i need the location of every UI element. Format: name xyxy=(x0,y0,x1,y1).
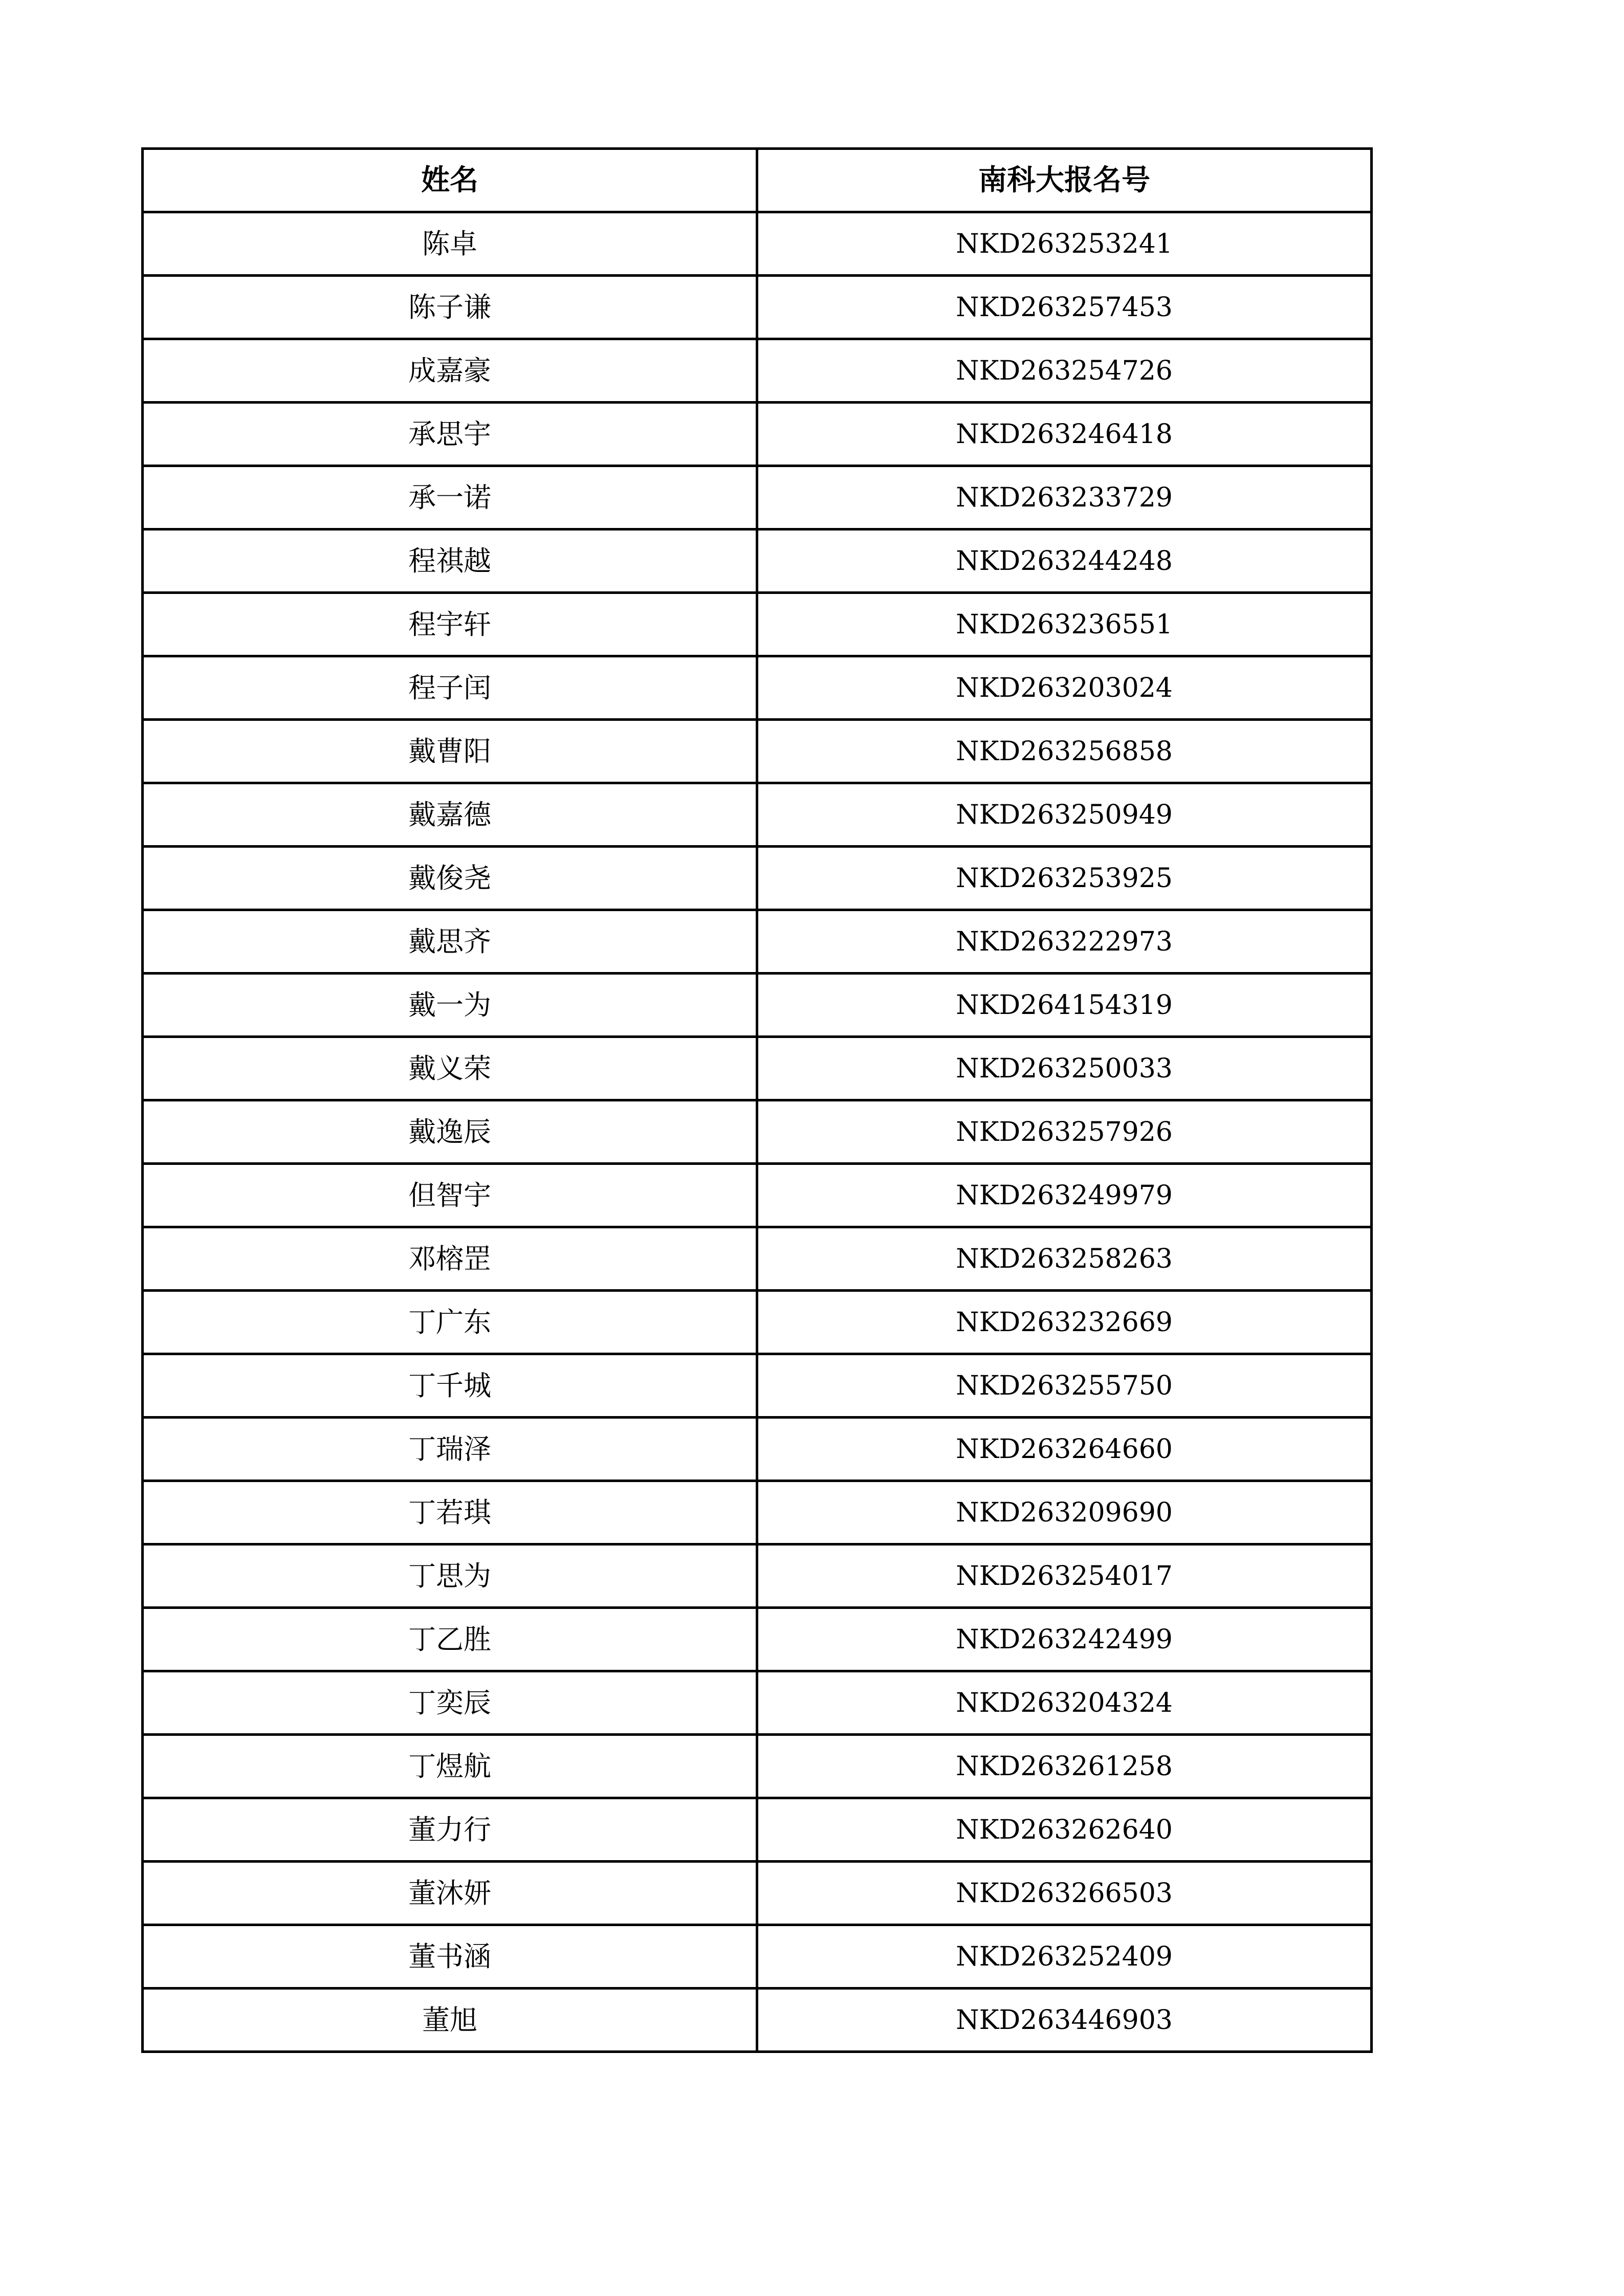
table-header-row xyxy=(143,149,1372,212)
name-cell: 丁奕辰 xyxy=(143,1671,757,1735)
table-row xyxy=(143,974,1372,1037)
registration-number-cell: NKD263232669 xyxy=(757,1291,1372,1354)
table-row xyxy=(143,403,1372,466)
registration-number-cell: NKD263209690 xyxy=(757,1481,1372,1544)
name-cell: 陈卓 xyxy=(143,212,757,276)
registration-number-cell: NKD263250033 xyxy=(757,1037,1372,1100)
name-cell: 成嘉豪 xyxy=(143,339,757,403)
name-cell: 戴嘉德 xyxy=(143,783,757,847)
name-cell: 戴思齐 xyxy=(143,910,757,974)
name-cell: 丁若琪 xyxy=(143,1481,757,1544)
name-cell: 丁思为 xyxy=(143,1544,757,1608)
name-cell: 承思宇 xyxy=(143,403,757,466)
registration-number-cell: NKD263250949 xyxy=(757,783,1372,847)
registration-number-cell: NKD263257926 xyxy=(757,1100,1372,1164)
registration-number-cell: NKD263203024 xyxy=(757,656,1372,720)
name-cell: 程子闰 xyxy=(143,656,757,720)
registration-number-cell: NKD263446903 xyxy=(757,1989,1372,2052)
table-row xyxy=(143,593,1372,656)
registration-number-cell: NKD263253925 xyxy=(757,847,1372,910)
table-row xyxy=(143,1418,1372,1481)
table-body xyxy=(143,212,1372,2052)
table-row xyxy=(143,783,1372,847)
table-row xyxy=(143,1925,1372,1989)
name-cell: 程宇轩 xyxy=(143,593,757,656)
registration-number-cell: NKD263233729 xyxy=(757,466,1372,529)
registration-table xyxy=(141,147,1373,2053)
name-cell: 丁广东 xyxy=(143,1291,757,1354)
table-row xyxy=(143,276,1372,339)
table-row xyxy=(143,1989,1372,2052)
registration-number-cell: NKD264154319 xyxy=(757,974,1372,1037)
registration-number-cell: NKD263236551 xyxy=(757,593,1372,656)
table-row xyxy=(143,1354,1372,1418)
name-cell: 董旭 xyxy=(143,1989,757,2052)
column-header-registration-number: 南科大报名号 xyxy=(757,149,1372,212)
registration-number-cell: NKD263257453 xyxy=(757,276,1372,339)
name-cell: 但智宇 xyxy=(143,1164,757,1227)
registration-number-cell: NKD263204324 xyxy=(757,1671,1372,1735)
name-cell: 承一诺 xyxy=(143,466,757,529)
table-row xyxy=(143,1291,1372,1354)
name-cell: 丁乙胜 xyxy=(143,1608,757,1671)
table-row xyxy=(143,720,1372,783)
name-cell: 戴俊尧 xyxy=(143,847,757,910)
table-row xyxy=(143,1037,1372,1100)
table-row xyxy=(143,910,1372,974)
table-row xyxy=(143,1798,1372,1862)
registration-number-cell: NKD263264660 xyxy=(757,1418,1372,1481)
table-row xyxy=(143,1862,1372,1925)
table-row xyxy=(143,1735,1372,1798)
registration-number-cell: NKD263242499 xyxy=(757,1608,1372,1671)
table-row xyxy=(143,212,1372,276)
table-row xyxy=(143,1227,1372,1291)
name-cell: 邓榕罡 xyxy=(143,1227,757,1291)
name-cell: 戴逸辰 xyxy=(143,1100,757,1164)
registration-number-cell: NKD263261258 xyxy=(757,1735,1372,1798)
table-row xyxy=(143,847,1372,910)
registration-number-cell: NKD263252409 xyxy=(757,1925,1372,1989)
table-row xyxy=(143,529,1372,593)
registration-number-cell: NKD263255750 xyxy=(757,1354,1372,1418)
registration-number-cell: NKD263246418 xyxy=(757,403,1372,466)
name-cell: 丁瑞泽 xyxy=(143,1418,757,1481)
registration-number-cell: NKD263249979 xyxy=(757,1164,1372,1227)
name-cell: 戴曹阳 xyxy=(143,720,757,783)
table-row xyxy=(143,1608,1372,1671)
table-row xyxy=(143,1164,1372,1227)
registration-number-cell: NKD263262640 xyxy=(757,1798,1372,1862)
registration-number-cell: NKD263254726 xyxy=(757,339,1372,403)
registration-number-cell: NKD263222973 xyxy=(757,910,1372,974)
name-cell: 董书涵 xyxy=(143,1925,757,1989)
registration-number-cell: NKD263256858 xyxy=(757,720,1372,783)
table-row xyxy=(143,1544,1372,1608)
table-row xyxy=(143,466,1372,529)
registration-number-cell: NKD263258263 xyxy=(757,1227,1372,1291)
name-cell: 丁千城 xyxy=(143,1354,757,1418)
name-cell: 董力行 xyxy=(143,1798,757,1862)
table-row xyxy=(143,1100,1372,1164)
table-row xyxy=(143,656,1372,720)
table-row xyxy=(143,1671,1372,1735)
name-cell: 戴义荣 xyxy=(143,1037,757,1100)
name-cell: 程祺越 xyxy=(143,529,757,593)
column-header-name: 姓名 xyxy=(143,149,757,212)
registration-number-cell: NKD263254017 xyxy=(757,1544,1372,1608)
name-cell: 陈子谦 xyxy=(143,276,757,339)
registration-number-cell: NKD263253241 xyxy=(757,212,1372,276)
name-cell: 戴一为 xyxy=(143,974,757,1037)
name-cell: 董沐妍 xyxy=(143,1862,757,1925)
table-row xyxy=(143,339,1372,403)
table-row xyxy=(143,1481,1372,1544)
registration-number-cell: NKD263266503 xyxy=(757,1862,1372,1925)
registration-number-cell: NKD263244248 xyxy=(757,529,1372,593)
name-cell: 丁煜航 xyxy=(143,1735,757,1798)
